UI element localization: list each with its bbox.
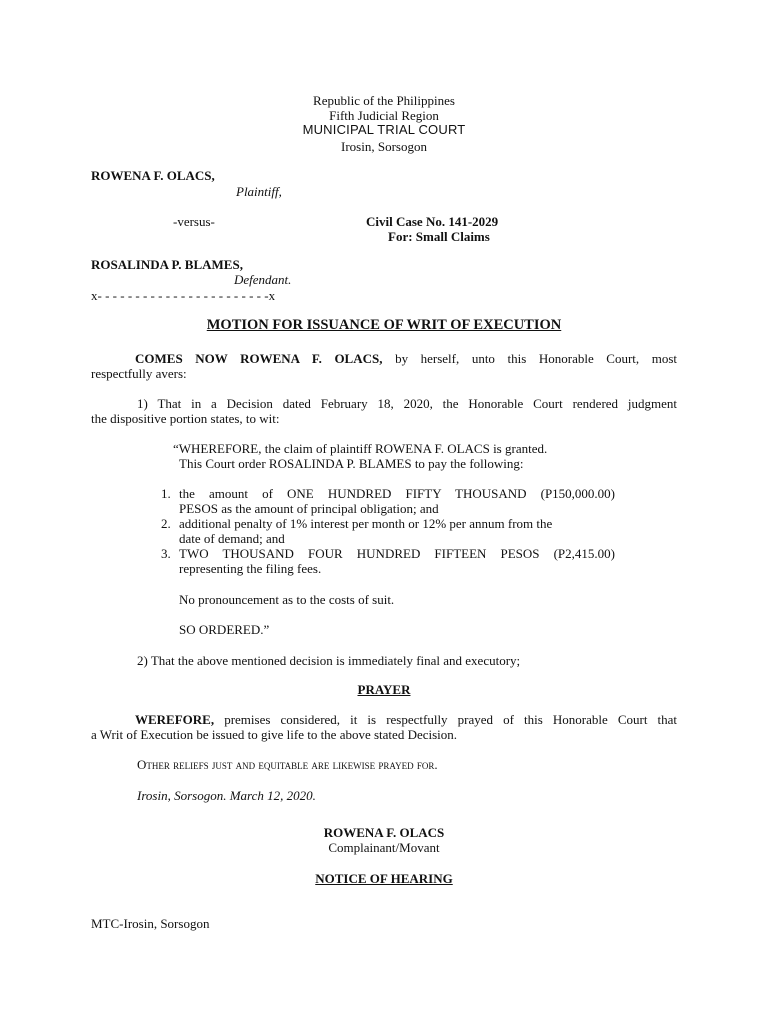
para1-line-1: 1) That in a Decision dated February 18, 2020, the Honorable Court rendered judgment xyxy=(137,396,677,411)
quote-line-2: This Court order ROSALINDA P. BLAMES to pay the following: xyxy=(179,456,524,471)
item-1-number: 1. xyxy=(161,486,171,501)
notice-addressee: MTC-Irosin, Sorsogon xyxy=(91,916,210,931)
prayer-rest: premises considered, it is respectfully prayed of this Honorable Court that xyxy=(224,712,678,727)
intro-lead: COMES NOW ROWENA F. OLACS, xyxy=(135,351,383,366)
other-reliefs: Other reliefs just and equitable are likewise prayed for. xyxy=(137,757,438,772)
item-2-line-2: date of demand; and xyxy=(179,531,285,546)
signatory-title: Complainant/Movant xyxy=(328,840,440,855)
case-type: For: Small Claims xyxy=(388,229,490,244)
header-region: Fifth Judicial Region xyxy=(329,108,439,123)
prayer-heading: PRAYER xyxy=(357,682,411,697)
document-title: MOTION FOR ISSUANCE OF WRIT OF EXECUTION xyxy=(206,317,562,333)
item-1-line-1: the amount of ONE HUNDRED FIFTY THOUSAND (P150,000.00) xyxy=(179,486,615,501)
item-2-line-1: additional penalty of 1% interest per month or 12% per annum from the xyxy=(179,516,553,531)
place-date: Irosin, Sorsogon. March 12, 2020. xyxy=(137,788,316,803)
header-court: MUNICIPAL TRIAL COURT xyxy=(302,122,466,137)
defendant-role: Defendant. xyxy=(234,272,292,287)
item-2-number: 2. xyxy=(161,516,171,531)
defendant-name: ROSALINDA P. BLAMES, xyxy=(91,257,243,272)
prayer-lead: WEREFORE, xyxy=(135,712,215,727)
quote-so-ordered: SO ORDERED.” xyxy=(179,622,270,637)
para1-line-2: the dispositive portion states, to wit: xyxy=(91,411,280,426)
header-republic: Republic of the Philippines xyxy=(313,93,455,108)
plaintiff-role: Plaintiff, xyxy=(236,184,282,199)
item-3-line-1: TWO THOUSAND FOUR HUNDRED FIFTEEN PESOS (P2,415.00) xyxy=(179,546,615,561)
quote-line-1: “WHEREFORE, the claim of plaintiff ROWENA F. OLACS is granted. xyxy=(173,441,548,456)
caption-divider: x- - - - - - - - - - - - - - - - - - - - - - -x xyxy=(91,288,276,303)
signatory-name: ROWENA F. OLACS xyxy=(323,825,445,840)
intro-rest: by herself, unto this Honorable Court, most xyxy=(395,351,678,366)
item-3-number: 3. xyxy=(161,546,171,561)
quote-costs: No pronouncement as to the costs of suit. xyxy=(179,592,395,607)
header-location: Irosin, Sorsogon xyxy=(341,139,427,154)
case-number: Civil Case No. 141-2029 xyxy=(366,214,499,229)
item-1-line-2: PESOS as the amount of principal obligation; and xyxy=(179,501,439,516)
intro-line-2: respectfully avers: xyxy=(91,366,187,381)
versus: -versus- xyxy=(173,214,215,229)
item-3-line-2: representing the filing fees. xyxy=(179,561,322,576)
notice-heading: NOTICE OF HEARING xyxy=(315,871,453,886)
prayer-line-2: a Writ of Execution be issued to give life to the above stated Decision. xyxy=(91,727,458,742)
intro-line-1 xyxy=(91,351,677,366)
plaintiff-name: ROWENA F. OLACS, xyxy=(91,168,215,183)
prayer-line-1 xyxy=(91,712,677,727)
para2: 2) That the above mentioned decision is immediately final and executory; xyxy=(137,653,521,668)
